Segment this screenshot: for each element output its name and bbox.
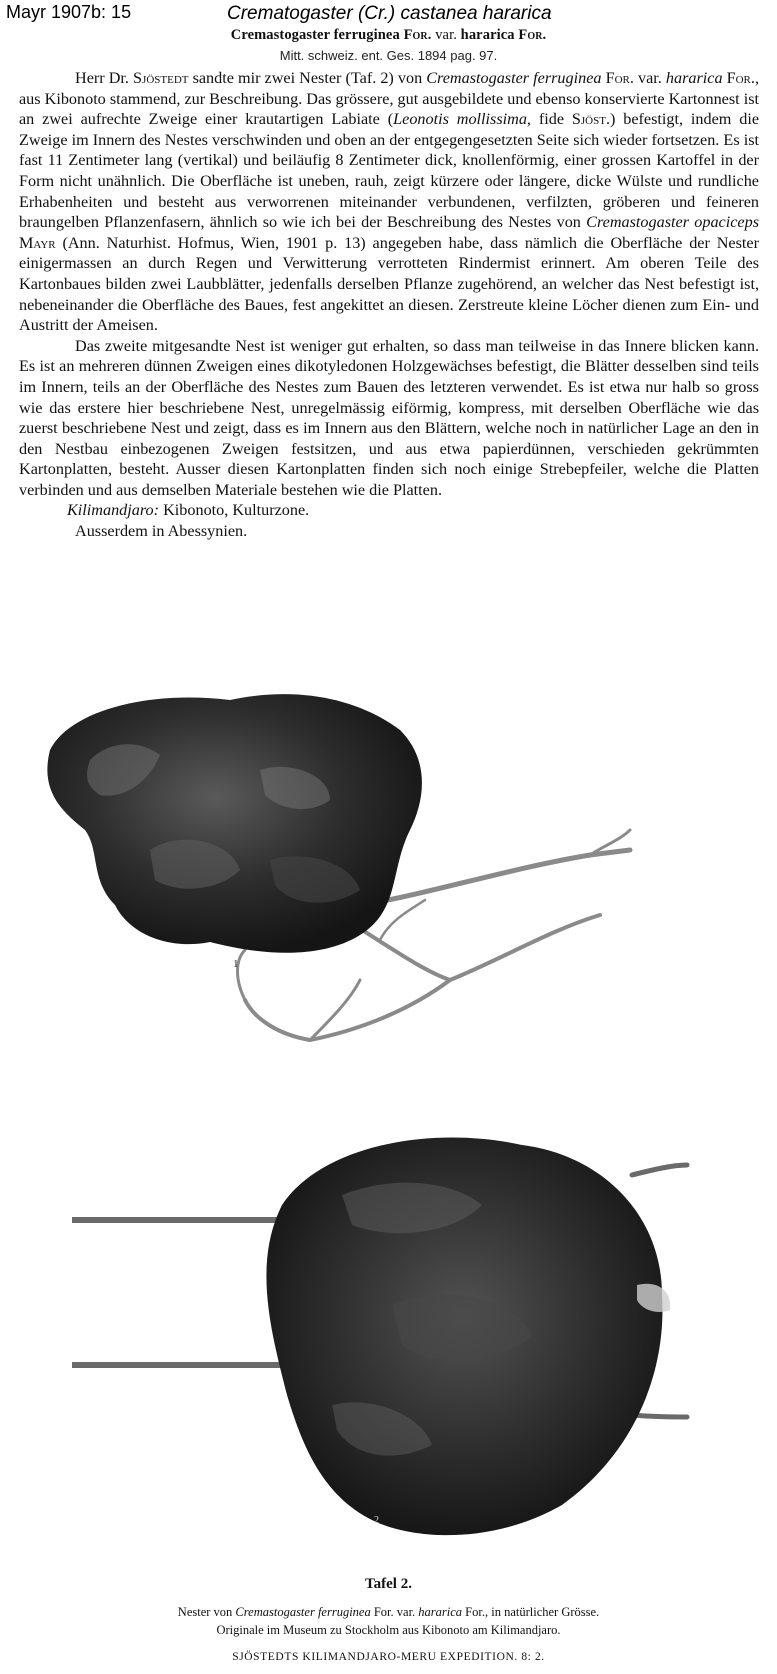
subspecies-name: hararica xyxy=(665,69,723,87)
caption-line-2: Originale im Museum zu Stockholm aus Kibonoto am Kilimandjaro. xyxy=(216,1623,561,1637)
text-run: Herr Dr. xyxy=(75,69,134,87)
text-run: var. xyxy=(633,69,666,87)
citation-author-1: For. xyxy=(403,27,432,43)
locality-label: Kilimandjaro: xyxy=(67,501,160,520)
text-run: fide xyxy=(530,110,572,129)
locality-value: Kibonoto, Kulturzone. xyxy=(159,501,310,520)
body-text xyxy=(19,68,759,542)
caption-text: Nester von xyxy=(177,1605,236,1619)
author-name: For. xyxy=(605,69,634,87)
plant-name: Leonotis mollissima, xyxy=(393,110,531,129)
paragraph-1 xyxy=(19,68,759,336)
figure-number-2: 2 xyxy=(374,1515,379,1526)
citation-author-2: For. xyxy=(518,27,547,43)
locality-line xyxy=(19,500,759,521)
citation-genus: Cremastogaster ferruginea xyxy=(230,27,400,43)
caption-species: Cremastogaster ferruginea xyxy=(235,1605,371,1619)
plate-caption xyxy=(0,1603,777,1639)
also-line: Ausserdem in Abessynien. xyxy=(75,522,248,541)
citation-var: var. xyxy=(435,27,457,43)
species-name: Cremastogaster opaciceps xyxy=(586,213,759,232)
text-run: (Ann. Naturhist. Hofmus, Wien, 1901 p. 13) angegeben habe, dass nämlich die Oberfläche der Nester einigermassen an durch Regen und Verwitterung verrotteten Rindermist erinnert. Am oberen Teile des Kartonbaues bilden zwei Laubblätter, jedenfalls derselben Pflanze zugehörend, an welcher das Nest befestigt ist, nebeneinander die Oberfläche des Baues, fest angekittet an diesen. Zerstreute kleine Löcher dienen zum Ein- und Austritt der Ameisen. xyxy=(19,233,759,335)
taxon-title: Crematogaster (Cr.) castanea hararica xyxy=(227,3,552,24)
reference-label: Mayr 1907b: 15 xyxy=(6,2,132,22)
nest-photo-1 xyxy=(30,680,695,1095)
caption-text: For., in natürlicher Grösse. xyxy=(462,1605,600,1619)
citation-heading xyxy=(0,27,777,44)
citation-source: Mitt. schweiz. ent. Ges. 1894 pag. 97. xyxy=(279,48,498,63)
author-name: Sjöst. xyxy=(571,110,610,129)
caption-subspecies: hararica xyxy=(418,1605,463,1619)
species-name: Cremastogaster ferruginea xyxy=(426,69,602,87)
author-name: Sjöstedt xyxy=(133,69,189,87)
author-name: Mayr xyxy=(19,233,56,252)
citation-subspecies: hararica xyxy=(460,27,515,43)
nest-mass-1 xyxy=(47,694,422,953)
figure-number-1: 1 xyxy=(233,958,239,970)
expedition-footer: SJÖSTEDTS KILIMANDJARO-MERU EXPEDITION. 8: 2. xyxy=(232,1651,545,1663)
text-run: , aus Kibonoto stammend, zur Beschreibung. Das grössere, gut ausgebildete und ebenso konservierte Kartonnest ist an zwei aufrechte Zweige einer krautartigen Labiate ( xyxy=(19,69,759,129)
author-name: For. xyxy=(726,69,755,87)
caption-text: For. var. xyxy=(370,1605,419,1619)
text-run: ) befestigt, indem die Zweige im Innern des Nestes verschwinden und oben an der entgegengesetzten Seite sich wieder fortsetzen. Es ist fast 11 Zentimeter lang (vertikal) und beiläufig 8 Zentimeter dick, knollenförmig, einer grossen Kartoffel in der Form nicht unähnlich. Die Oberfläche ist uneben, rauh, zeigt kürzere oder längere, dicke Wülste und rundliche Erhabenheiten und besteht aus verworrenen miteinander verbundenen, verfilzten, gröberen und feineren braungelben Pflanzenfasern, ähnlich so wie ich bei der Beschreibung des Nestes von xyxy=(19,110,760,232)
paragraph-2: Das zweite mitgesandte Nest ist weniger gut erhalten, so dass man teilweise in das Innere blicken kann. Es ist an mehreren dünnen Zweigen eines dikotyledonen Holzgewächses befestigt, die Blätter desselben sind teils im Innern, teils an der Oberfläche des Nestes zum Bauen des letzteren verwendet. Es ist etwa nur halb so gross wie das erstere hier beschriebene Nest, unregelmässig eiförmig, kompress, mit derselben Oberfläche wie das zuerst beschriebene Nest und zeigt, dass es im Innern aus den Blättern, welche noch in natürlicher Lage an den in den Nestbau einbezogenen Zweigen festsitzen, und aus etwa papierdünnen, verschieden gekrümmten Kartonplatten, besteht. Ausser diesen Kartonplatten finden sich noch einige Strebepfeiler, welche die Platten verbinden und aus demselben Materiale bestehen wie die Platten. xyxy=(19,336,759,499)
caption-line-1 xyxy=(0,1603,777,1621)
plate-title: Tafel 2. xyxy=(365,1576,412,1592)
nest-photo-2 xyxy=(72,1125,752,1545)
text-run: sandte mir zwei Nester (Taf. 2) von xyxy=(188,69,427,87)
